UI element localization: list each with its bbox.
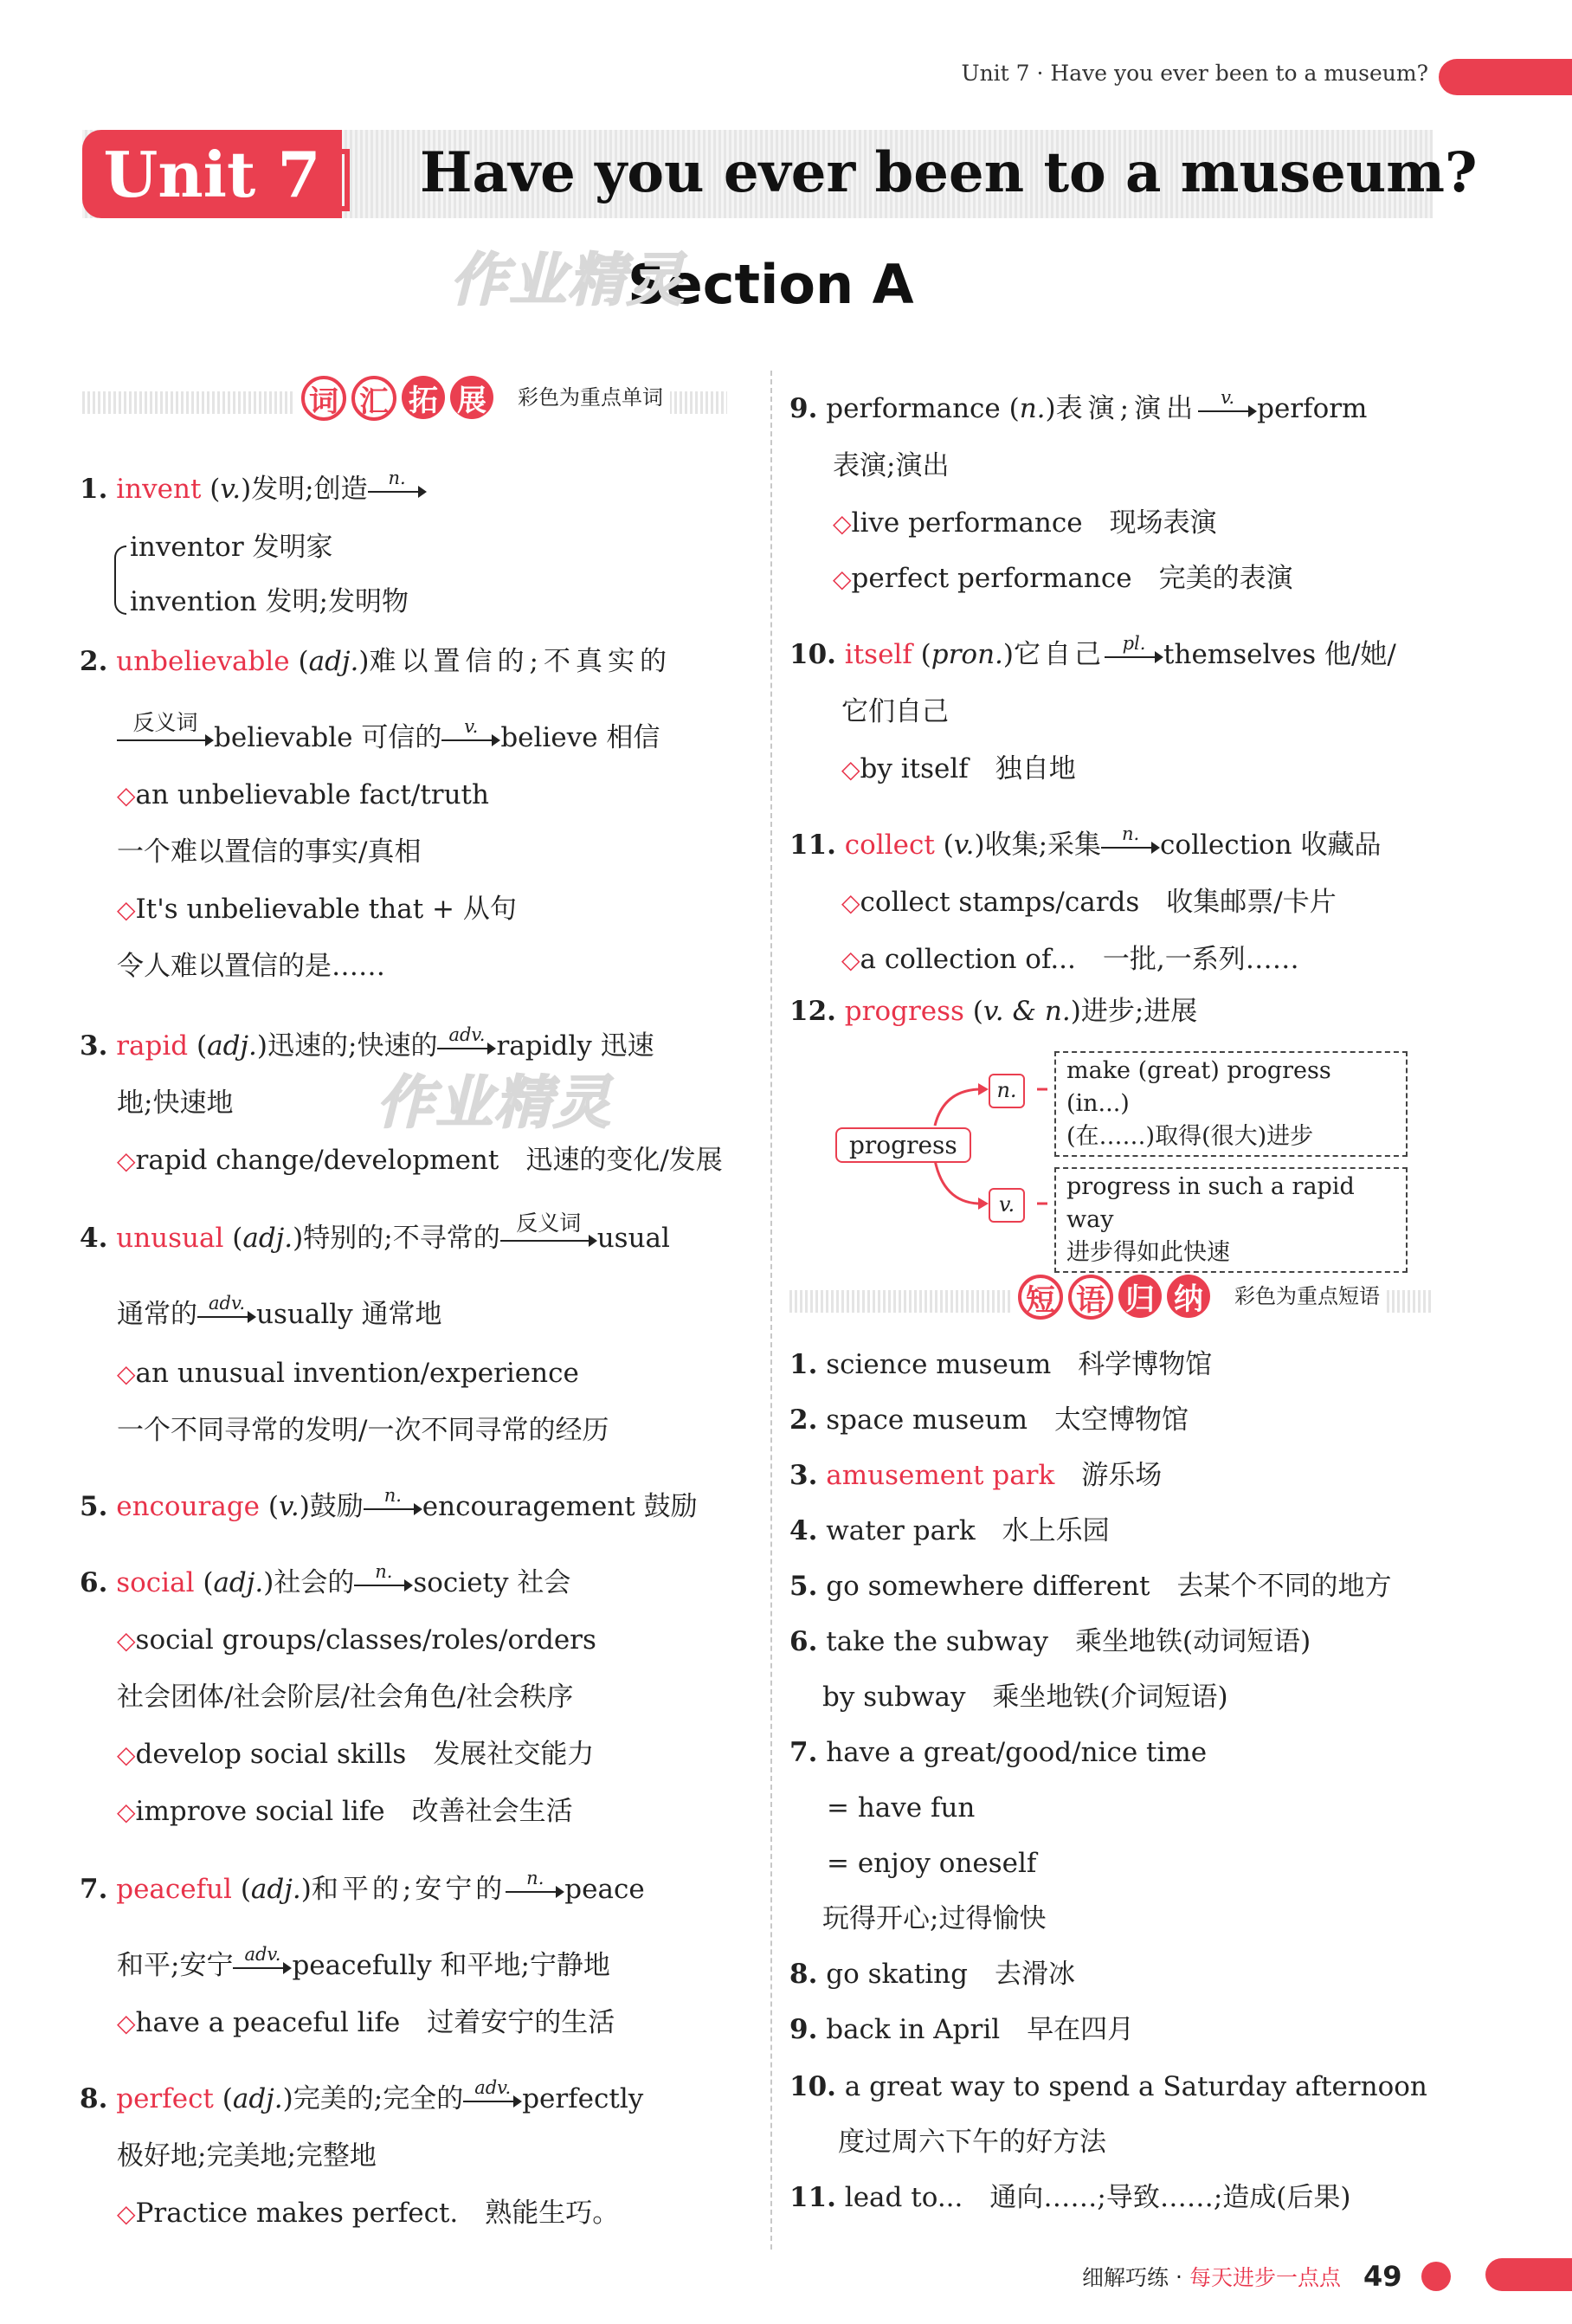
diagram-v-cn: 进步得如此快速 xyxy=(1066,1239,1230,1266)
example-cn: 一个不同寻常的发明/一次不同寻常的经历 xyxy=(117,1415,609,1446)
section-title: Section A xyxy=(628,253,914,316)
example-en: develop social skills xyxy=(135,1739,407,1770)
page-title: Have you ever been to a museum? xyxy=(420,140,1478,205)
meaning: 完美的;完全的 xyxy=(293,2083,464,2114)
entry-number: 8. xyxy=(80,2083,108,2114)
example-cn: 一个难以置信的事实/真相 xyxy=(117,836,422,868)
arrow-icon: adv. xyxy=(197,1303,256,1329)
footer-dot-icon xyxy=(1421,2262,1451,2291)
keyword: collect xyxy=(844,830,935,861)
keyword: encourage xyxy=(116,1491,261,1522)
diagram-v-en: progress in such a rapid way xyxy=(1066,1173,1355,1233)
entry-number: 4. xyxy=(80,1223,108,1254)
derivation-line xyxy=(117,1943,610,1983)
vocab-entry-social: 6. social (adj.)社会的 n. society 社会 xyxy=(80,1560,571,1598)
derived-word: themselves 他/她/ xyxy=(1163,639,1396,670)
derived-word: peace xyxy=(564,1874,645,1905)
example-line xyxy=(841,885,1337,920)
meaning: 鼓励 xyxy=(309,1491,364,1522)
example-en: Practice makes perfect. xyxy=(135,2198,459,2229)
arrow-icon: adv. xyxy=(463,2088,522,2114)
vocab-entry-collect: 11. collect (v.)收集;采集 n. collection 收藏品 xyxy=(789,823,1382,861)
part-of-speech: adj. xyxy=(207,1030,257,1062)
footer-accent-bar xyxy=(1485,2258,1572,2291)
derived-word: believe 相信 xyxy=(500,722,660,753)
badge-char: 短 xyxy=(1018,1275,1063,1320)
example-line xyxy=(117,1143,723,1178)
keyword: rapid xyxy=(116,1030,189,1062)
part-of-speech: adj. xyxy=(308,646,359,677)
example-line xyxy=(117,1737,594,1772)
phrase-item: 11. lead to... 通向……;导致……;造成(后果) xyxy=(789,2182,1351,2213)
derived-word: encouragement 鼓励 xyxy=(422,1491,698,1522)
arrow-icon: n. xyxy=(506,1878,564,1904)
entry-number: 11. xyxy=(789,830,836,861)
footer-sep: · xyxy=(1176,2263,1182,2289)
part-of-speech: adj. xyxy=(250,1874,301,1905)
part-of-speech: v. xyxy=(278,1491,300,1522)
phrase-item: 3. amusement park 游乐场 xyxy=(789,1460,1163,1491)
arrow-icon: n. xyxy=(1101,834,1160,860)
keyword: unusual xyxy=(116,1223,224,1254)
unit-label: Unit 7 xyxy=(82,130,342,218)
example-cn: 改善社会生活 xyxy=(411,1796,573,1827)
meaning-cont: 和平;安宁 xyxy=(117,1950,234,1981)
meaning: 它自己 xyxy=(1014,639,1105,670)
phrase-item: 10. a great way to spend a Saturday afternoon xyxy=(789,2071,1427,2102)
diamond-icon: ◇ xyxy=(117,781,136,810)
diagram-v-box xyxy=(1054,1167,1408,1273)
keyword: peaceful xyxy=(116,1874,232,1905)
footer-book: 细解巧练 xyxy=(1082,2265,1169,2290)
phrase-item: = enjoy oneself xyxy=(827,1848,1037,1879)
example-en: improve social life xyxy=(135,1796,385,1827)
part-of-speech: adj. xyxy=(242,1223,293,1254)
keyword: invent xyxy=(116,474,202,505)
meaning: 迅速的;快速的 xyxy=(267,1030,438,1062)
example-line xyxy=(841,752,1076,787)
derivation-line xyxy=(117,709,660,755)
diamond-icon: ◇ xyxy=(117,2199,136,2228)
arrow-icon: 反义词 xyxy=(500,1227,597,1253)
meaning-cont: 通常的 xyxy=(117,1299,197,1330)
vocab-entry-peaceful: 7. peaceful (adj.)和平的;安宁的 n. peace xyxy=(80,1867,645,1905)
meaning: 进步;进展 xyxy=(1080,996,1198,1027)
part-of-speech: v. xyxy=(220,474,242,505)
example-en: have a peaceful life xyxy=(135,2007,401,2038)
example-cn: 收集邮票/卡片 xyxy=(1166,887,1337,918)
vocab-entry-unbelievable: 2. unbelievable (adj.)难以置信的;不真实的 xyxy=(80,646,672,677)
entry-number: 12. xyxy=(789,996,836,1027)
vocab-entry-invent: 1. invent (v.)发明;创造 n. xyxy=(80,472,427,507)
phrase-item: 2. space museum 太空博物馆 xyxy=(789,1404,1189,1436)
example-cn: 社会团体/社会阶层/社会角色/社会秩序 xyxy=(117,1682,574,1713)
example-en: perfect performance xyxy=(851,563,1132,594)
diamond-icon: ◇ xyxy=(117,1626,136,1655)
derived-word: invention 发明;发明物 xyxy=(130,586,409,617)
example-cn: 完美的表演 xyxy=(1158,563,1293,594)
arrow-icon: pl. xyxy=(1105,643,1163,669)
meaning: 社会的 xyxy=(274,1567,355,1598)
brace-icon xyxy=(114,545,126,615)
example-cn: 独自地 xyxy=(995,753,1076,784)
derived-word: usually 通常地 xyxy=(256,1299,442,1330)
column-divider xyxy=(770,371,772,2250)
vocab-entry-progress: 12. progress (v. & n.)进步;进展 xyxy=(789,996,1198,1027)
derived-word: usual xyxy=(596,1223,670,1254)
diamond-icon: ◇ xyxy=(117,1359,136,1388)
diamond-icon: ◇ xyxy=(117,1740,136,1769)
vocab-entry-performance: 9. performance (n.)表演;演出 v. perform xyxy=(789,386,1368,424)
badge-char: 纳 xyxy=(1167,1275,1210,1318)
diagram-n-label: n. xyxy=(989,1074,1025,1108)
example-line xyxy=(117,2005,615,2041)
part-of-speech: adj. xyxy=(213,1567,264,1598)
keyword: progress xyxy=(844,996,964,1027)
entry-number: 2. xyxy=(80,646,108,677)
derived-word: collection 收藏品 xyxy=(1160,830,1382,861)
diamond-icon: ◇ xyxy=(117,2009,136,2037)
watermark: 作业精灵 xyxy=(450,247,686,313)
phrase-item: 8. go skating 去滑冰 xyxy=(789,1959,1075,1990)
entry-number: 7. xyxy=(80,1874,108,1905)
arrow-icon: n. xyxy=(368,478,427,504)
keyword: itself xyxy=(844,639,912,670)
example-cn: 迅速的变化/发展 xyxy=(525,1145,723,1176)
badge-char: 语 xyxy=(1068,1275,1113,1320)
keyword: unbelievable xyxy=(116,646,290,677)
phrase-item: = have fun xyxy=(827,1792,976,1824)
example-en: rapid change/development xyxy=(135,1145,499,1176)
arrow-icon: n. xyxy=(354,1572,413,1598)
phrase-item: 6. take the subway 乘坐地铁(动词短语) xyxy=(789,1626,1311,1657)
diagram-n-en: make (great) progress (in...) xyxy=(1066,1057,1331,1117)
watermark: 作业精灵 xyxy=(377,1069,612,1136)
badge-char: 拓 xyxy=(402,376,445,419)
diagram-n-box xyxy=(1054,1051,1408,1157)
example-line xyxy=(117,892,517,927)
diamond-icon: ◇ xyxy=(833,565,852,593)
example-cn: 现场表演 xyxy=(1109,507,1217,539)
diagram-v-label: v. xyxy=(989,1188,1025,1223)
vocab-note: 彩色为重点单词 xyxy=(518,385,663,410)
meaning: 特别的;不寻常的 xyxy=(303,1223,500,1254)
vocab-entry-unusual: 4. unusual (adj.)特别的;不寻常的 反义词 usual xyxy=(80,1210,670,1254)
part-of-speech: adj. xyxy=(232,2083,283,2114)
phrase-item: 5. go somewhere different 去某个不同的地方 xyxy=(789,1571,1392,1602)
entry-number: 9. xyxy=(789,393,818,424)
meaning-cont: 地;快速地 xyxy=(117,1088,234,1119)
diamond-icon: ◇ xyxy=(841,946,860,974)
footer-slogan: 每天进步一点点 xyxy=(1189,2265,1341,2290)
example-en: It's unbelievable that + 从句 xyxy=(135,894,517,925)
entry-number: 5. xyxy=(80,1491,108,1522)
meaning: 发明;创造 xyxy=(251,474,368,505)
entry-number: 1. xyxy=(80,474,108,505)
part-of-speech: v. xyxy=(953,830,975,861)
meaning-cont: 它们自己 xyxy=(841,696,949,727)
arrow-icon: v. xyxy=(1198,397,1257,423)
phrase-item: by subway 乘坐地铁(介词短语) xyxy=(822,1682,1228,1713)
derived-word: believable 可信的 xyxy=(214,722,442,753)
example-cn: 熟能生巧。 xyxy=(485,2198,620,2229)
badge-char: 归 xyxy=(1118,1275,1162,1318)
derived-word: perform xyxy=(1257,393,1368,424)
phrase-item: 4. water park 水上乐园 xyxy=(789,1515,1110,1546)
arrow-icon: adv. xyxy=(233,1954,292,1980)
arrow-icon: 反义词 xyxy=(117,726,214,752)
example-cn: 发展社交能力 xyxy=(433,1739,595,1770)
entry-number: 6. xyxy=(80,1567,108,1598)
example-line xyxy=(117,2196,619,2231)
footer xyxy=(1082,2260,1451,2293)
phrase-item: 度过周六下午的好方法 xyxy=(838,2127,1106,2158)
diamond-icon: ◇ xyxy=(841,755,860,784)
phrase-heading xyxy=(1011,1275,1387,1320)
part-of-speech: n. xyxy=(1019,393,1046,424)
example-line xyxy=(117,1356,579,1391)
part-of-speech: pron. xyxy=(931,639,1003,670)
example-line xyxy=(833,506,1217,541)
vocab-entry-encourage: 5. encourage (v.)鼓励 n. encouragement 鼓励 xyxy=(80,1484,698,1522)
example-line xyxy=(841,942,1299,978)
example-cn: 令人难以置信的是…… xyxy=(117,951,385,982)
arrow-icon: v. xyxy=(441,726,500,752)
keyword: social xyxy=(116,1567,195,1598)
phrase-note: 彩色为重点短语 xyxy=(1234,1284,1380,1308)
vocab-entry-rapid: 3. rapid (adj.)迅速的;快速的 adv. rapidly 迅速 xyxy=(80,1023,654,1062)
running-header: Unit 7 · Have you ever been to a museum? xyxy=(961,61,1428,86)
page-number: 49 xyxy=(1363,2260,1402,2293)
example-en: live performance xyxy=(851,507,1083,539)
badge-char: 词 xyxy=(301,376,346,421)
diamond-icon: ◇ xyxy=(117,895,136,924)
example-line xyxy=(117,1794,573,1830)
unit-bracket xyxy=(332,149,350,211)
example-cn: 一批,一系列…… xyxy=(1102,944,1299,975)
example-en: an unbelievable fact/truth xyxy=(135,779,489,810)
derivation-line xyxy=(117,1292,442,1332)
derived-word: inventor 发明家 xyxy=(130,532,333,563)
diamond-icon: ◇ xyxy=(833,509,852,538)
arrow-icon: n. xyxy=(364,1495,422,1521)
phrase-item: 玩得开心;过得愉快 xyxy=(822,1903,1047,1934)
example-en: an unusual invention/experience xyxy=(135,1358,579,1389)
vocab-entry-itself: 10. itself (pron.)它自己 pl. themselves 他/她/ xyxy=(789,632,1396,670)
keyword: performance xyxy=(826,393,1001,424)
badge-char: 汇 xyxy=(351,376,396,421)
part-of-speech: v. & n. xyxy=(982,996,1071,1027)
header-accent-bar xyxy=(1439,59,1572,95)
meaning: 难以置信的;不真实的 xyxy=(369,646,672,677)
example-en: social groups/classes/roles/orders xyxy=(135,1624,596,1656)
entry-number: 3. xyxy=(80,1030,108,1062)
example-line xyxy=(117,778,489,813)
diamond-icon: ◇ xyxy=(117,1798,136,1826)
meaning: 收集;采集 xyxy=(984,830,1102,861)
meaning-cont: 表演;演出 xyxy=(833,450,950,481)
meaning-cont: 极好地;完美地;完整地 xyxy=(117,2140,377,2172)
arrow-icon: adv. xyxy=(437,1035,496,1061)
derived-word: rapidly 迅速 xyxy=(496,1030,654,1062)
badge-char: 展 xyxy=(450,376,493,419)
derived-word: society 社会 xyxy=(413,1567,571,1598)
keyword: perfect xyxy=(116,2083,214,2114)
entry-number: 10. xyxy=(789,639,836,670)
phrase-item: 1. science museum 科学博物馆 xyxy=(789,1349,1213,1380)
diagram-n-cn: (在……)取得(很大)进步 xyxy=(1066,1123,1314,1150)
derived-word: peacefully 和平地;宁静地 xyxy=(292,1950,610,1981)
example-line xyxy=(833,561,1293,597)
diagram-center: progress xyxy=(835,1127,971,1163)
example-en: collect stamps/cards xyxy=(860,887,1140,918)
derived-word: perfectly xyxy=(522,2083,644,2114)
phrase-item: 9. back in April 早在四月 xyxy=(789,2014,1135,2045)
meaning: 和平的;安宁的 xyxy=(311,1874,506,1905)
phrase-item: 7. have a great/good/nice time xyxy=(789,1737,1208,1768)
example-en: a collection of... xyxy=(860,944,1076,975)
diamond-icon: ◇ xyxy=(841,888,860,917)
example-cn: 过着安宁的生活 xyxy=(427,2007,615,2038)
meaning: 表演;演出 xyxy=(1055,393,1199,424)
example-en: by itself xyxy=(860,753,969,784)
example-line xyxy=(117,1623,596,1658)
diamond-icon: ◇ xyxy=(117,1146,136,1175)
vocab-heading xyxy=(294,376,670,421)
vocab-entry-perfect: 8. perfect (adj.)完美的;完全的 adv. perfectly xyxy=(80,2076,644,2114)
